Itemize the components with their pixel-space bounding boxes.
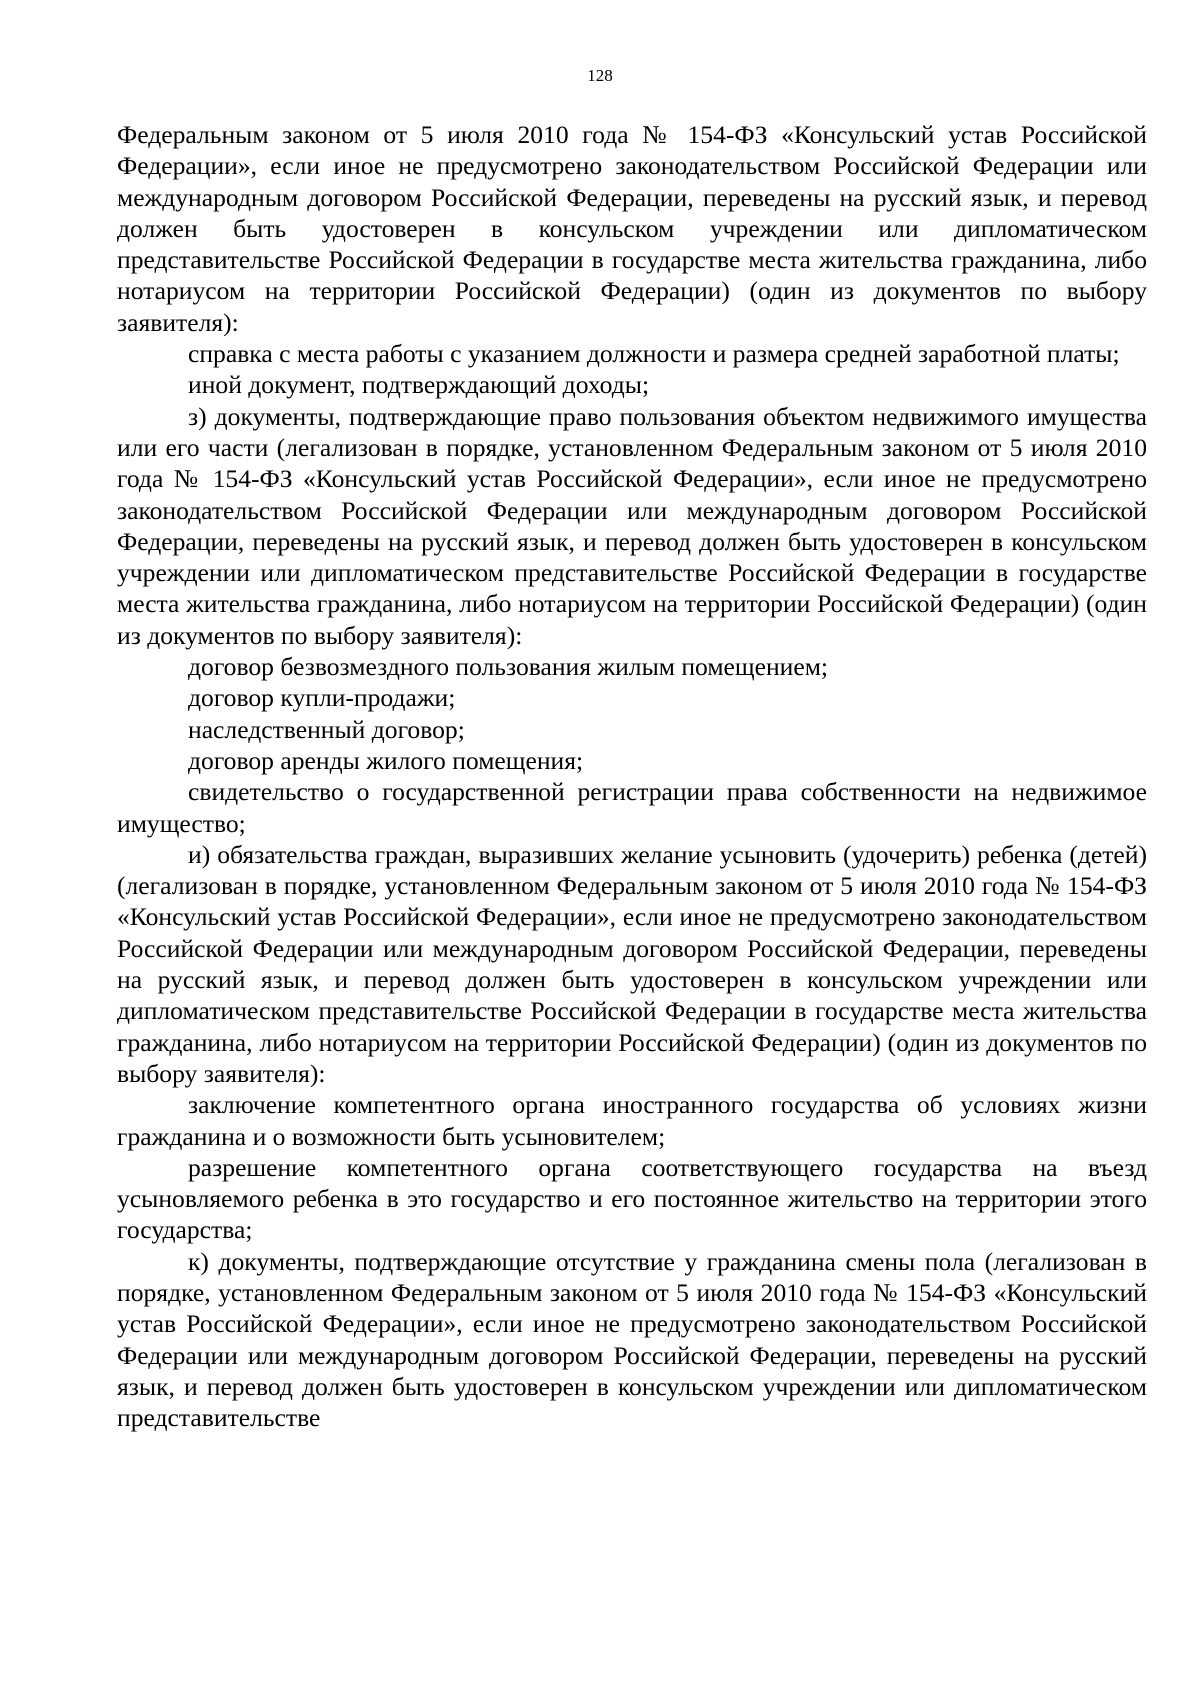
list-item-authority-conclusion: заключение компетентного органа иностранного государства об условиях жизни гражданина и о возможности быть усыновителем; (117, 1090, 1147, 1151)
paragraph-continuation: Федеральным законом от 5 июля 2010 года № 154-ФЗ «Консульский устав Российской Федерации», если иное не предусмотрено законодательством Российской Федерации или международным договором Российской Федерации, переведены на русский язык, и перевод должен быть удостоверен в консульском учреждении или дипломатическом представительстве Российской Федерации в государстве места жительства гражданина, либо нотариусом на территории Российской Федерации) (один из документов по выбору заявителя): (117, 120, 1147, 337)
list-item-inheritance-agreement: наследственный договор; (188, 714, 465, 744)
list-item-salary-certificate: справка с места работы с указанием должности и размера средней заработной платы; (188, 339, 1120, 369)
list-item-ownership-certificate: свидетельство о государственной регистрации права собственности на недвижимое имущество; (117, 777, 1147, 838)
list-item-income-document: иной документ, подтверждающий доходы; (188, 370, 650, 400)
list-item-lease-agreement: договор аренды жилого помещения; (188, 745, 584, 775)
paragraph-item-k: к) документы, подтверждающие отсутствие у гражданина смены пола (легализован в порядке, установленном Федеральным законом от 5 июля 2010 года № 154-ФЗ «Консульский устав Российской Федерации», если иное не предусмотрено законодательством Российской Федерации или международным договором Российской Федерации, переведены на русский язык, и перевод должен быть удостоверен в консульском учреждении или дипломатическом представительстве (117, 1246, 1147, 1433)
paragraph-item-z: з) документы, подтверждающие право пользования объектом недвижимого имущества или его части (легализован в порядке, установленном Федеральным законом от 5 июля 2010 года № 154-ФЗ «Консульский устав Российской Федерации», если иное не предусмотрено законодательством Российской Федерации или международным договором Российской Федерации, переведены на русский язык, и перевод должен быть удостоверен в консульском учреждении или дипломатическом представительстве Российской Федерации в государстве места жительства гражданина, либо нотариусом на территории Российской Федерации) (один из документов по выбору заявителя): (117, 401, 1147, 650)
page-number: 128 (587, 66, 613, 85)
document-body (117, 119, 1147, 1433)
list-item-entry-permit: разрешение компетентного органа соответствующего государства на въезд усыновляемого ребенка в это государство и его постоянное жительство на территории этого государства; (117, 1152, 1147, 1245)
paragraph-item-i: и) обязательства граждан, выразивших желание усыновить (удочерить) ребенка (детей) (легализован в порядке, установленном Федеральным законом от 5 июля 2010 года № 154-ФЗ «Консульский устав Российской Федерации», если иное не предусмотрено законодательством Российской Федерации или международным договором Российской Федерации, переведены на русский язык, и перевод должен быть удостоверен в консульском учреждении или дипломатическом представительстве Российской Федерации в государстве места жительства гражданина, либо нотариусом на территории Российской Федерации) (один из документов по выбору заявителя): (117, 839, 1147, 1088)
list-item-free-use-agreement: договор безвозмездного пользования жилым помещением; (188, 652, 829, 682)
list-item-sale-agreement: договор купли-продажи; (188, 683, 456, 713)
